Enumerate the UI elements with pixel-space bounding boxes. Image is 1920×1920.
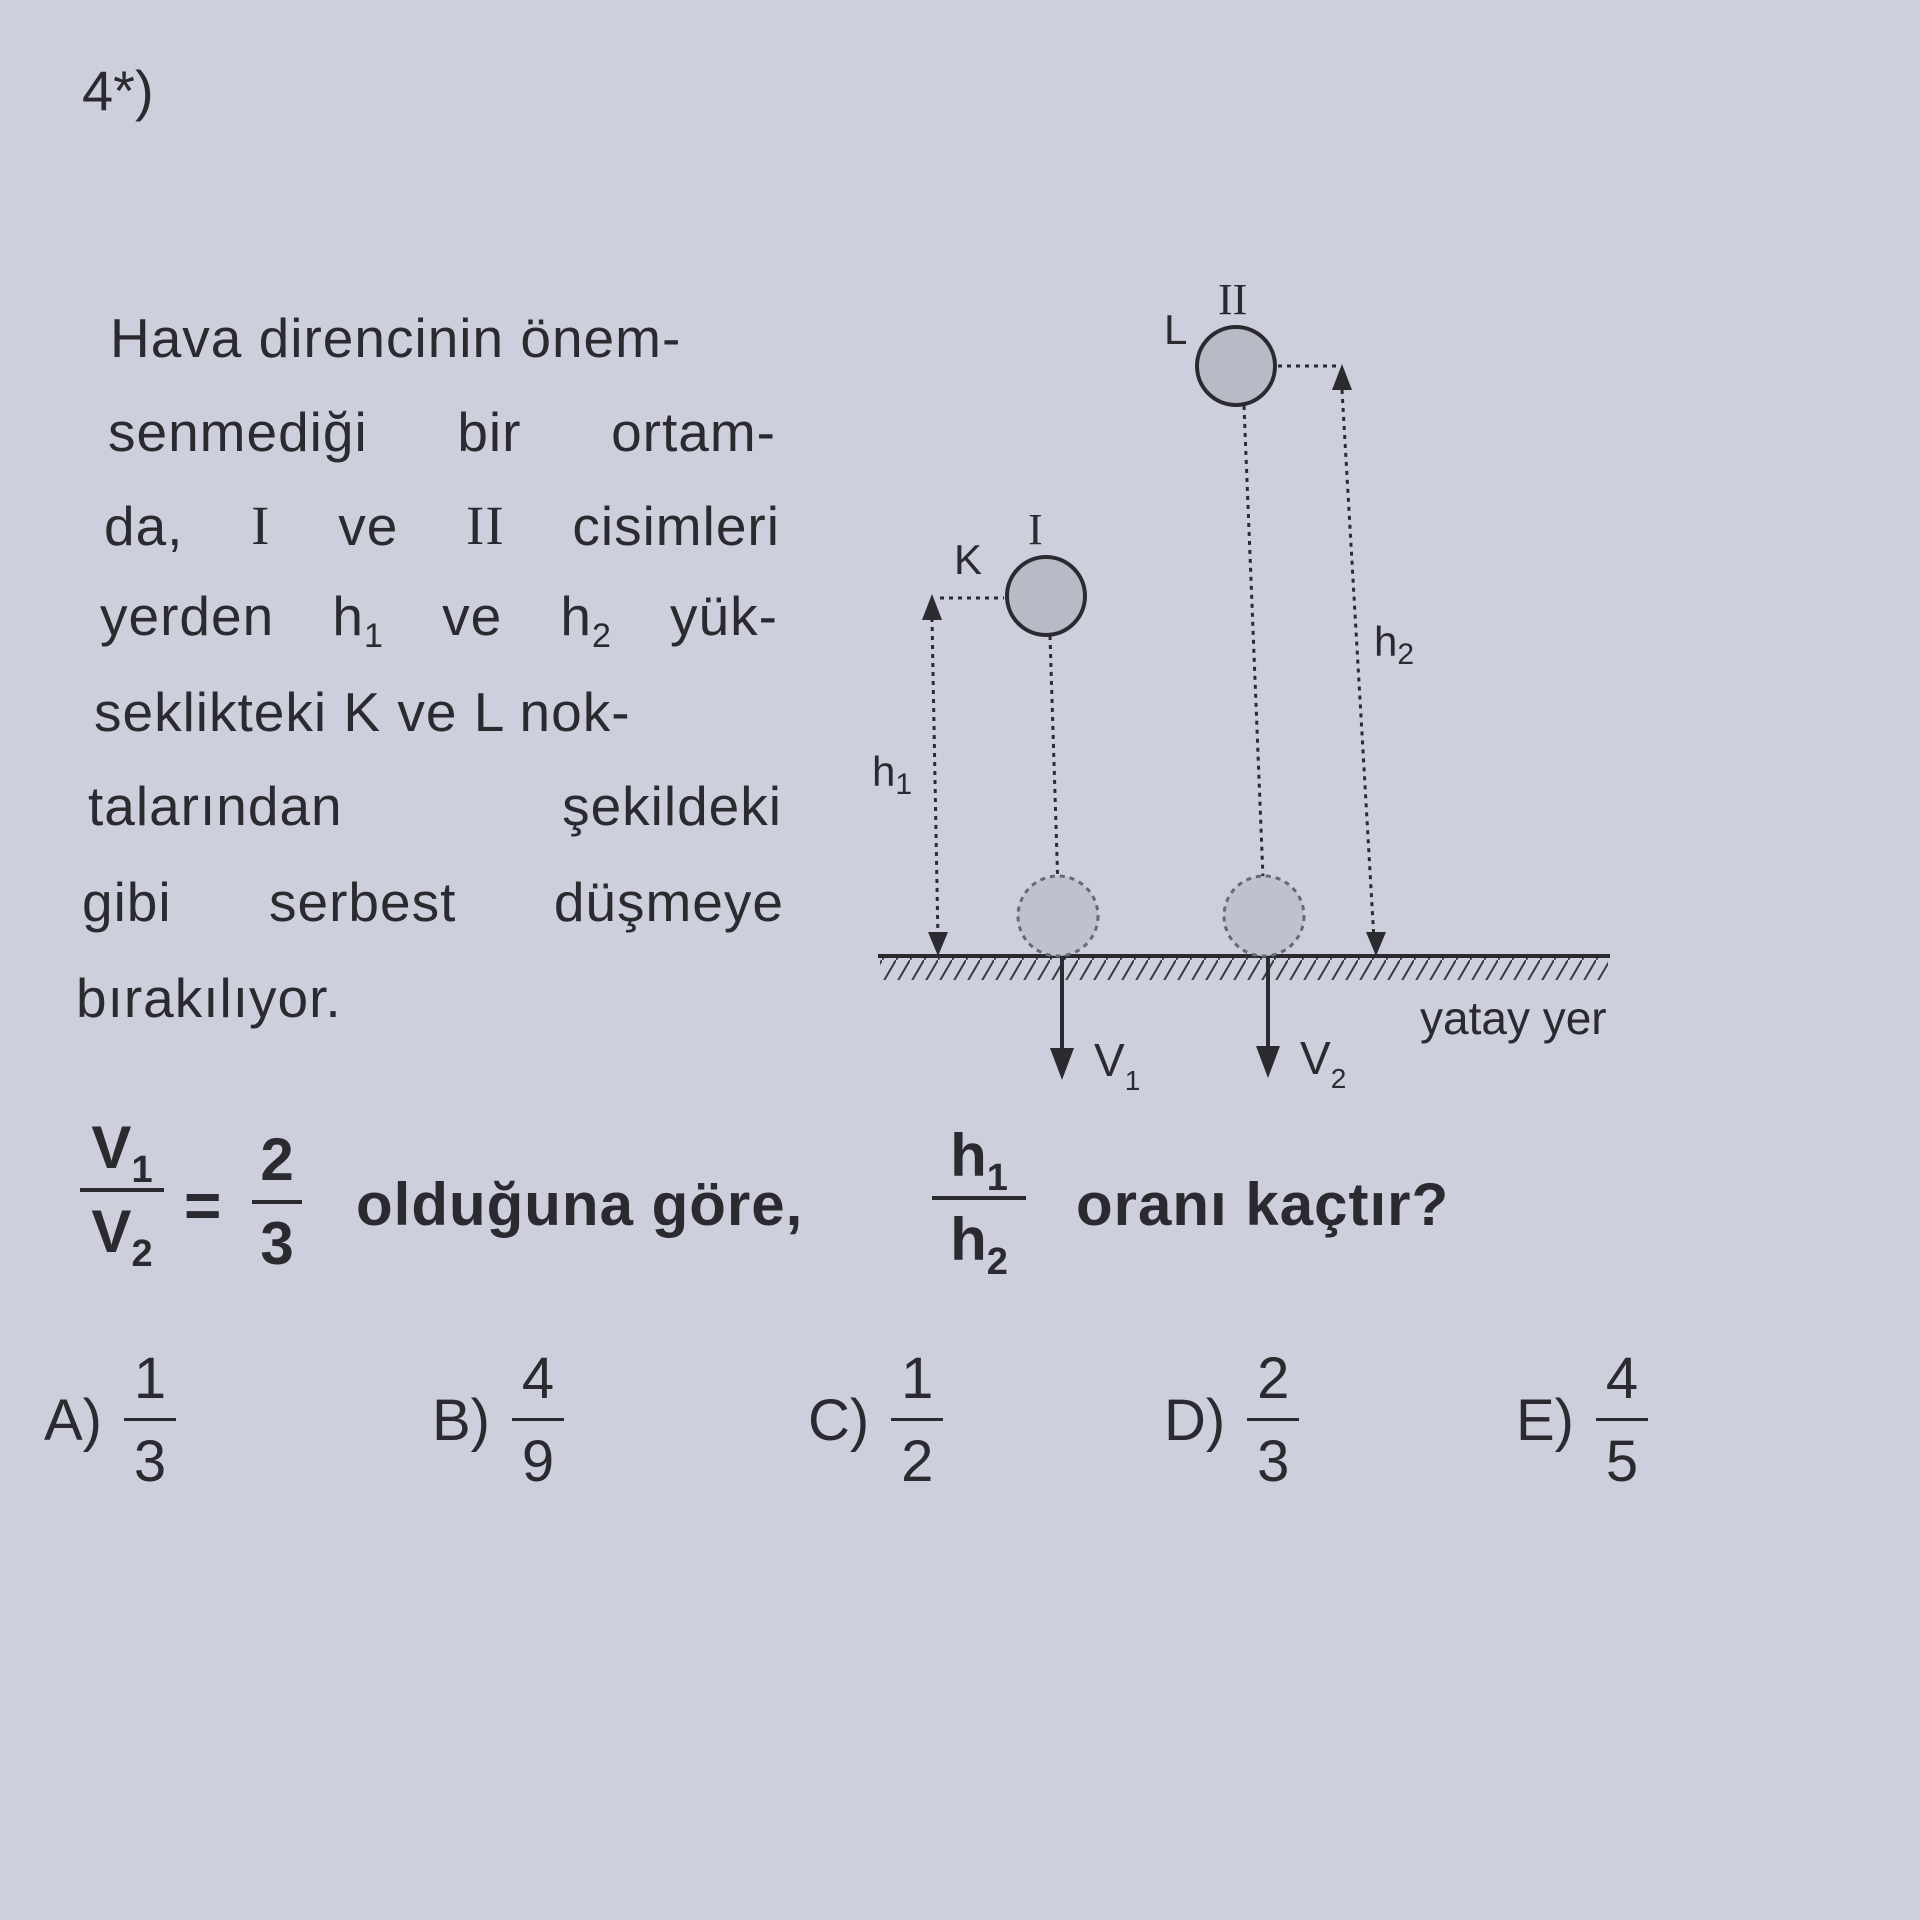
- h2-dimension-line: [1342, 390, 1374, 940]
- word: ortam-: [611, 401, 776, 463]
- option-d[interactable]: [1164, 1346, 1299, 1494]
- word: cisimleri: [572, 495, 780, 557]
- v1-label: $V_1$: [1094, 1034, 1141, 1096]
- word: şekildeki: [562, 775, 782, 837]
- object-i-label: I: [1028, 505, 1043, 554]
- ground-label: yatay yer: [1420, 992, 1607, 1044]
- paragraph-line-5: seklikteki K ve L nok-: [94, 681, 631, 743]
- h1-symbol: $h_1$: [332, 585, 384, 655]
- word: talarından: [88, 775, 343, 837]
- option-a-label: A): [44, 1388, 102, 1453]
- word: yük-: [670, 585, 778, 647]
- option-b-label: B): [432, 1388, 490, 1453]
- option-a[interactable]: [44, 1346, 176, 1494]
- option-e-fraction: 4 5: [1596, 1350, 1648, 1491]
- object-i-landing: [1018, 876, 1098, 956]
- word: bir: [457, 401, 522, 463]
- velocity-ratio: $V_1$ $V_2$: [80, 1118, 164, 1262]
- word: yerden: [100, 585, 275, 647]
- h2-arrow-up: [1332, 364, 1352, 390]
- option-c-fraction: 1 2: [891, 1350, 943, 1491]
- h1-arrow-down: [928, 932, 948, 956]
- option-d-label: D): [1164, 1388, 1226, 1453]
- word: serbest: [269, 871, 457, 933]
- option-c[interactable]: [808, 1346, 943, 1494]
- h2-arrow-down: [1366, 932, 1386, 956]
- option-c-label: C): [808, 1388, 870, 1453]
- object-ii-label: II: [1218, 275, 1248, 324]
- height-ratio: $h_1$ $h_2$: [932, 1126, 1026, 1270]
- h1-label: h1: [872, 748, 913, 801]
- h1-dimension-line: [932, 618, 938, 940]
- paragraph-line-1: Hava direncinin önem-: [110, 307, 682, 369]
- point-l-label: L: [1164, 306, 1188, 353]
- object-i-ref: I: [251, 495, 271, 556]
- h2-symbol: $h_2$: [560, 585, 612, 655]
- option-a-fraction: 1 3: [124, 1350, 176, 1491]
- word: da,: [104, 495, 184, 557]
- v2-label: $V_2$: [1300, 1032, 1347, 1094]
- option-e-label: E): [1516, 1388, 1574, 1453]
- word: senmediği: [108, 401, 368, 463]
- word: ve: [442, 585, 503, 647]
- equals-sign: =: [184, 1169, 223, 1241]
- point-k-label: K: [954, 536, 983, 583]
- object-ii-ref: II: [466, 495, 505, 556]
- question-middle-text: olduğuna göre,: [356, 1171, 804, 1238]
- option-b[interactable]: [432, 1346, 564, 1494]
- word: düşmeye: [553, 871, 784, 933]
- h2-label: h2: [1374, 618, 1415, 671]
- ground-hatching: [880, 958, 1608, 980]
- option-e[interactable]: [1516, 1346, 1648, 1494]
- object-ii-path: [1244, 406, 1266, 952]
- object-i-ball: [1007, 557, 1085, 635]
- h1-arrow-up: [922, 594, 942, 620]
- v1-arrow-head: [1050, 1048, 1074, 1080]
- question-end-text: oranı kaçtır?: [1076, 1171, 1450, 1238]
- v2-arrow-head: [1256, 1046, 1280, 1078]
- option-b-fraction: 4 9: [512, 1350, 564, 1491]
- word: ve: [338, 495, 399, 557]
- option-d-fraction: 2 3: [1247, 1350, 1299, 1491]
- word: gibi: [82, 871, 172, 933]
- given-ratio: 2 3: [252, 1130, 302, 1274]
- paragraph-line-8: bırakılıyor.: [76, 967, 342, 1029]
- object-ii-landing: [1224, 876, 1304, 956]
- object-ii-ball: [1197, 327, 1275, 405]
- question-number: 4*): [82, 59, 154, 122]
